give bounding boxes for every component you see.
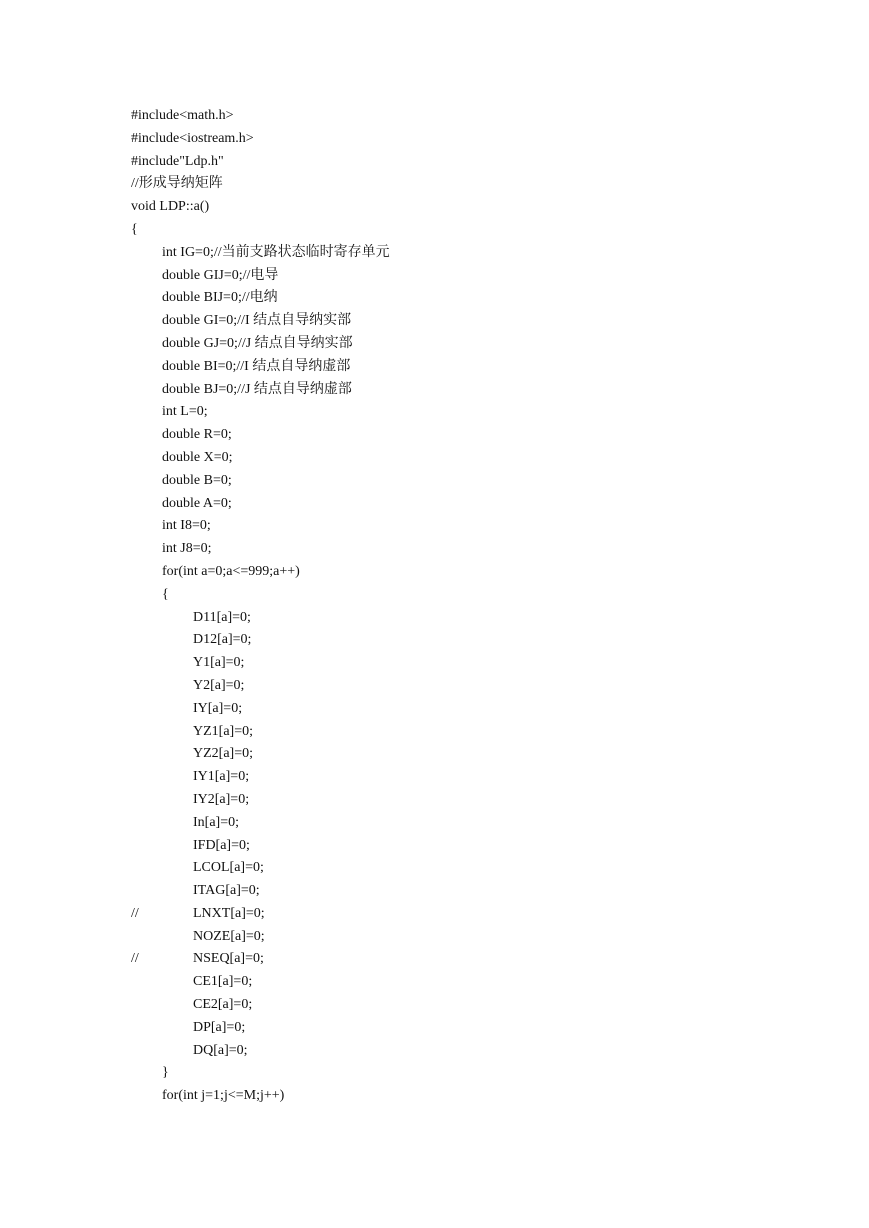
code-line-text: { bbox=[131, 221, 138, 237]
code-line bbox=[131, 675, 751, 698]
code-line-text: int J8=0; bbox=[162, 541, 212, 557]
code-line-text: Y1[a]=0; bbox=[193, 655, 245, 671]
code-line-text: for(int a=0;a<=999;a++) bbox=[162, 563, 300, 579]
code-line-text: double A=0; bbox=[162, 495, 232, 511]
code-line-text: double GI=0;//I 结点自导纳实部 bbox=[162, 313, 352, 329]
code-line-text: IY2[a]=0; bbox=[193, 791, 250, 807]
code-line bbox=[131, 994, 751, 1017]
code-line-text: D12[a]=0; bbox=[193, 632, 252, 648]
code-line bbox=[131, 652, 751, 675]
code-line bbox=[131, 173, 751, 196]
code-line bbox=[131, 926, 751, 949]
code-line-text: DP[a]=0; bbox=[193, 1019, 246, 1035]
code-line bbox=[131, 356, 751, 379]
code-line bbox=[131, 880, 751, 903]
code-line-text: int I8=0; bbox=[162, 518, 211, 534]
code-line bbox=[131, 857, 751, 880]
code-line-text: CE2[a]=0; bbox=[193, 997, 253, 1013]
code-listing bbox=[131, 105, 751, 1108]
code-line bbox=[131, 743, 751, 766]
code-line-text: IY[a]=0; bbox=[193, 700, 243, 716]
code-line bbox=[131, 265, 751, 288]
code-line-text: #include<math.h> bbox=[131, 108, 234, 123]
code-line bbox=[131, 447, 751, 470]
code-line bbox=[131, 835, 751, 858]
code-line bbox=[131, 629, 751, 652]
code-line-text: double GIJ=0;//电导 bbox=[162, 267, 279, 283]
code-line bbox=[131, 196, 751, 219]
code-line bbox=[131, 128, 751, 151]
code-line bbox=[131, 789, 751, 812]
code-line-text: LNXT[a]=0; bbox=[193, 905, 265, 921]
comment-marker: // bbox=[131, 951, 139, 967]
code-line-text: } bbox=[162, 1065, 169, 1081]
code-line-text: int IG=0;//当前支路状态临时寄存单元 bbox=[162, 244, 390, 260]
code-line-text: IFD[a]=0; bbox=[193, 837, 250, 853]
code-line bbox=[131, 515, 751, 538]
code-line bbox=[131, 903, 751, 926]
code-line-text: YZ1[a]=0; bbox=[193, 723, 253, 739]
code-line bbox=[131, 470, 751, 493]
code-line-text: void LDP::a() bbox=[131, 199, 210, 215]
code-line bbox=[131, 561, 751, 584]
code-line bbox=[131, 607, 751, 630]
code-line bbox=[131, 379, 751, 402]
code-line bbox=[131, 401, 751, 424]
code-line-text: DQ[a]=0; bbox=[193, 1042, 248, 1058]
code-line-text: { bbox=[162, 586, 169, 602]
comment-marker: // bbox=[131, 905, 139, 921]
code-line bbox=[131, 1062, 751, 1085]
code-line bbox=[131, 698, 751, 721]
code-line bbox=[131, 242, 751, 265]
code-line-text: for(int j=1;j<=M;j++) bbox=[162, 1088, 285, 1104]
code-line bbox=[131, 333, 751, 356]
code-line-text: double GJ=0;//J 结点自导纳实部 bbox=[162, 335, 353, 351]
code-line bbox=[131, 287, 751, 310]
code-line bbox=[131, 493, 751, 516]
code-line-text: IY1[a]=0; bbox=[193, 769, 250, 785]
code-line-text: NOZE[a]=0; bbox=[193, 928, 265, 944]
code-line-text: #include<iostream.h> bbox=[131, 130, 254, 146]
code-line-text: LCOL[a]=0; bbox=[193, 860, 264, 876]
code-line-text: YZ2[a]=0; bbox=[193, 746, 253, 762]
code-line bbox=[131, 584, 751, 607]
code-line bbox=[131, 151, 751, 174]
code-line-text: int L=0; bbox=[162, 404, 208, 420]
code-line-text: Y2[a]=0; bbox=[193, 677, 245, 693]
code-line bbox=[131, 971, 751, 994]
code-line-text: double B=0; bbox=[162, 472, 232, 488]
code-line-text: double X=0; bbox=[162, 449, 233, 465]
code-line-text: //形成导纳矩阵 bbox=[131, 176, 223, 192]
code-line-text: NSEQ[a]=0; bbox=[193, 951, 264, 967]
code-line-text: D11[a]=0; bbox=[193, 609, 251, 625]
code-line-text: double R=0; bbox=[162, 427, 232, 443]
code-line bbox=[131, 948, 751, 971]
code-line bbox=[131, 1040, 751, 1063]
code-line-text: In[a]=0; bbox=[193, 814, 239, 830]
code-line bbox=[131, 105, 751, 128]
code-line-text: ITAG[a]=0; bbox=[193, 883, 260, 899]
code-line bbox=[131, 310, 751, 333]
code-line bbox=[131, 766, 751, 789]
code-line bbox=[131, 219, 751, 242]
code-line bbox=[131, 538, 751, 561]
code-line bbox=[131, 1017, 751, 1040]
code-line-text: #include"Ldp.h" bbox=[131, 153, 224, 169]
code-line bbox=[131, 812, 751, 835]
code-line-text: CE1[a]=0; bbox=[193, 974, 253, 990]
code-line-text: double BI=0;//I 结点自导纳虚部 bbox=[162, 358, 351, 374]
code-line bbox=[131, 721, 751, 744]
code-line-text: double BIJ=0;//电纳 bbox=[162, 290, 278, 306]
code-line-text: double BJ=0;//J 结点自导纳虚部 bbox=[162, 381, 352, 397]
code-line bbox=[131, 424, 751, 447]
code-line bbox=[131, 1085, 751, 1108]
